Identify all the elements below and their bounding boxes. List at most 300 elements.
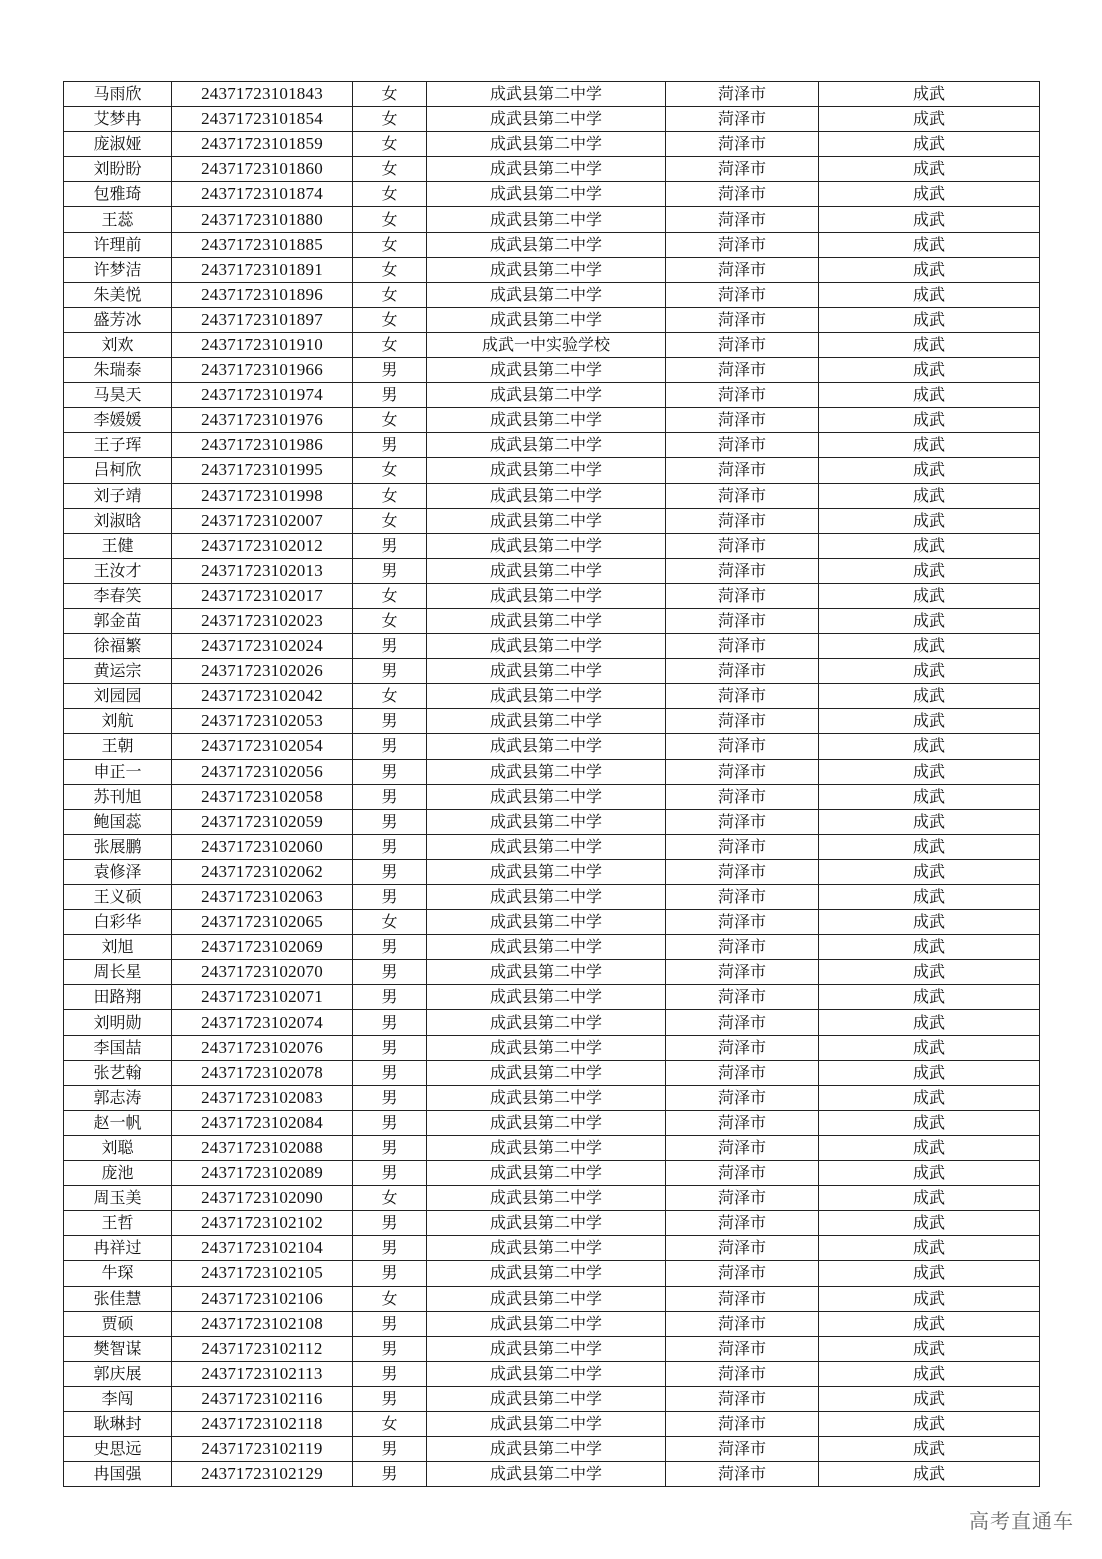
student-name-cell: 马昊天	[64, 383, 172, 408]
city-cell: 菏泽市	[666, 558, 819, 583]
school-name-cell: 成武县第二中学	[427, 659, 666, 684]
city-cell: 菏泽市	[666, 608, 819, 633]
student-name-cell: 刘盼盼	[64, 157, 172, 182]
city-cell: 菏泽市	[666, 885, 819, 910]
student-name-cell: 刘旭	[64, 935, 172, 960]
gender-cell: 男	[353, 784, 427, 809]
county-cell: 成武	[819, 809, 1040, 834]
gender-cell: 男	[353, 358, 427, 383]
table-row	[64, 358, 1040, 383]
student-name-cell: 刘子靖	[64, 483, 172, 508]
school-name-cell: 成武县第二中学	[427, 1336, 666, 1361]
student-name-cell: 李国喆	[64, 1035, 172, 1060]
student-name-cell: 庞池	[64, 1161, 172, 1186]
gender-cell: 男	[353, 533, 427, 558]
gender-cell: 男	[353, 1110, 427, 1135]
exam-number-cell: 24371723102007	[172, 508, 353, 533]
city-cell: 菏泽市	[666, 533, 819, 558]
exam-number-cell: 24371723102102	[172, 1211, 353, 1236]
school-name-cell: 成武县第二中学	[427, 232, 666, 257]
gender-cell: 女	[353, 82, 427, 107]
city-cell: 菏泽市	[666, 1386, 819, 1411]
exam-number-cell: 24371723101885	[172, 232, 353, 257]
student-name-cell: 包雅琦	[64, 182, 172, 207]
school-name-cell: 成武县第二中学	[427, 1311, 666, 1336]
school-name-cell: 成武县第二中学	[427, 1411, 666, 1436]
student-name-cell: 张佳慧	[64, 1286, 172, 1311]
city-cell: 菏泽市	[666, 1336, 819, 1361]
gender-cell: 女	[353, 583, 427, 608]
school-name-cell: 成武县第二中学	[427, 1035, 666, 1060]
gender-cell: 女	[353, 157, 427, 182]
county-cell: 成武	[819, 608, 1040, 633]
gender-cell: 女	[353, 458, 427, 483]
student-name-cell: 王汝才	[64, 558, 172, 583]
student-name-cell: 吕柯欣	[64, 458, 172, 483]
gender-cell: 男	[353, 1085, 427, 1110]
exam-number-cell: 24371723101896	[172, 282, 353, 307]
table-row	[64, 533, 1040, 558]
student-name-cell: 周长星	[64, 960, 172, 985]
school-name-cell: 成武县第二中学	[427, 809, 666, 834]
student-name-cell: 王子珲	[64, 433, 172, 458]
county-cell: 成武	[819, 232, 1040, 257]
student-name-cell: 鲍国蕊	[64, 809, 172, 834]
gender-cell: 男	[353, 834, 427, 859]
table-row	[64, 784, 1040, 809]
gender-cell: 男	[353, 935, 427, 960]
table-row	[64, 157, 1040, 182]
gender-cell: 男	[353, 885, 427, 910]
city-cell: 菏泽市	[666, 784, 819, 809]
school-name-cell: 成武县第二中学	[427, 307, 666, 332]
county-cell: 成武	[819, 107, 1040, 132]
county-cell: 成武	[819, 784, 1040, 809]
school-name-cell: 成武县第二中学	[427, 634, 666, 659]
gender-cell: 男	[353, 1336, 427, 1361]
school-name-cell: 成武县第二中学	[427, 608, 666, 633]
school-name-cell: 成武一中实验学校	[427, 332, 666, 357]
school-name-cell: 成武县第二中学	[427, 1211, 666, 1236]
city-cell: 菏泽市	[666, 960, 819, 985]
city-cell: 菏泽市	[666, 1186, 819, 1211]
school-name-cell: 成武县第二中学	[427, 82, 666, 107]
city-cell: 菏泽市	[666, 1437, 819, 1462]
school-name-cell: 成武县第二中学	[427, 1060, 666, 1085]
student-name-cell: 袁修泽	[64, 859, 172, 884]
exam-number-cell: 24371723102090	[172, 1186, 353, 1211]
student-name-cell: 王哲	[64, 1211, 172, 1236]
gender-cell: 女	[353, 910, 427, 935]
city-cell: 菏泽市	[666, 458, 819, 483]
county-cell: 成武	[819, 1336, 1040, 1361]
county-cell: 成武	[819, 458, 1040, 483]
table-row	[64, 232, 1040, 257]
school-name-cell: 成武县第二中学	[427, 583, 666, 608]
table-row	[64, 508, 1040, 533]
exam-number-cell: 24371723101995	[172, 458, 353, 483]
city-cell: 菏泽市	[666, 759, 819, 784]
county-cell: 成武	[819, 483, 1040, 508]
county-cell: 成武	[819, 684, 1040, 709]
student-name-cell: 朱美悦	[64, 282, 172, 307]
gender-cell: 女	[353, 282, 427, 307]
table-row	[64, 684, 1040, 709]
county-cell: 成武	[819, 834, 1040, 859]
exam-number-cell: 24371723101974	[172, 383, 353, 408]
table-row	[64, 1110, 1040, 1135]
student-name-cell: 刘航	[64, 709, 172, 734]
exam-number-cell: 24371723102083	[172, 1085, 353, 1110]
county-cell: 成武	[819, 182, 1040, 207]
school-name-cell: 成武县第二中学	[427, 1010, 666, 1035]
school-name-cell: 成武县第二中学	[427, 1286, 666, 1311]
gender-cell: 女	[353, 684, 427, 709]
roster-body	[64, 82, 1040, 1487]
student-name-cell: 王义硕	[64, 885, 172, 910]
table-row	[64, 759, 1040, 784]
exam-number-cell: 24371723101986	[172, 433, 353, 458]
table-row	[64, 1261, 1040, 1286]
gender-cell: 女	[353, 257, 427, 282]
exam-number-cell: 24371723102089	[172, 1161, 353, 1186]
school-name-cell: 成武县第二中学	[427, 132, 666, 157]
exam-number-cell: 24371723102112	[172, 1336, 353, 1361]
table-row	[64, 1161, 1040, 1186]
gender-cell: 男	[353, 1261, 427, 1286]
exam-number-cell: 24371723101897	[172, 307, 353, 332]
county-cell: 成武	[819, 1085, 1040, 1110]
city-cell: 菏泽市	[666, 508, 819, 533]
school-name-cell: 成武县第二中学	[427, 383, 666, 408]
student-name-cell: 赵一帆	[64, 1110, 172, 1135]
school-name-cell: 成武县第二中学	[427, 1110, 666, 1135]
exam-number-cell: 24371723102076	[172, 1035, 353, 1060]
exam-number-cell: 24371723102116	[172, 1386, 353, 1411]
county-cell: 成武	[819, 408, 1040, 433]
gender-cell: 男	[353, 1462, 427, 1487]
exam-number-cell: 24371723101860	[172, 157, 353, 182]
school-name-cell: 成武县第二中学	[427, 558, 666, 583]
student-name-cell: 王朝	[64, 734, 172, 759]
table-row	[64, 257, 1040, 282]
county-cell: 成武	[819, 1411, 1040, 1436]
school-name-cell: 成武县第二中学	[427, 1236, 666, 1261]
gender-cell: 男	[353, 709, 427, 734]
city-cell: 菏泽市	[666, 307, 819, 332]
school-name-cell: 成武县第二中学	[427, 257, 666, 282]
exam-number-cell: 24371723102053	[172, 709, 353, 734]
table-row	[64, 910, 1040, 935]
table-row	[64, 1437, 1040, 1462]
county-cell: 成武	[819, 634, 1040, 659]
gender-cell: 女	[353, 1186, 427, 1211]
school-name-cell: 成武县第二中学	[427, 1437, 666, 1462]
table-row	[64, 734, 1040, 759]
gender-cell: 男	[353, 634, 427, 659]
city-cell: 菏泽市	[666, 634, 819, 659]
city-cell: 菏泽市	[666, 82, 819, 107]
exam-number-cell: 24371723102059	[172, 809, 353, 834]
county-cell: 成武	[819, 1110, 1040, 1135]
gender-cell: 男	[353, 433, 427, 458]
city-cell: 菏泽市	[666, 809, 819, 834]
county-cell: 成武	[819, 734, 1040, 759]
student-name-cell: 郭庆展	[64, 1361, 172, 1386]
gender-cell: 男	[353, 558, 427, 583]
county-cell: 成武	[819, 1010, 1040, 1035]
table-row	[64, 483, 1040, 508]
school-name-cell: 成武县第二中学	[427, 1161, 666, 1186]
gender-cell: 女	[353, 332, 427, 357]
city-cell: 菏泽市	[666, 107, 819, 132]
county-cell: 成武	[819, 1060, 1040, 1085]
student-name-cell: 庞淑娅	[64, 132, 172, 157]
gender-cell: 女	[353, 408, 427, 433]
city-cell: 菏泽市	[666, 1110, 819, 1135]
student-name-cell: 刘园园	[64, 684, 172, 709]
county-cell: 成武	[819, 1236, 1040, 1261]
exam-number-cell: 24371723102063	[172, 885, 353, 910]
school-name-cell: 成武县第二中学	[427, 1261, 666, 1286]
school-name-cell: 成武县第二中学	[427, 885, 666, 910]
city-cell: 菏泽市	[666, 1462, 819, 1487]
table-row	[64, 433, 1040, 458]
county-cell: 成武	[819, 935, 1040, 960]
table-row	[64, 332, 1040, 357]
city-cell: 菏泽市	[666, 408, 819, 433]
exam-number-cell: 24371723102042	[172, 684, 353, 709]
table-row	[64, 935, 1040, 960]
city-cell: 菏泽市	[666, 1411, 819, 1436]
city-cell: 菏泽市	[666, 383, 819, 408]
student-name-cell: 盛芳冰	[64, 307, 172, 332]
city-cell: 菏泽市	[666, 207, 819, 232]
city-cell: 菏泽市	[666, 1286, 819, 1311]
gender-cell: 男	[353, 1161, 427, 1186]
county-cell: 成武	[819, 307, 1040, 332]
city-cell: 菏泽市	[666, 433, 819, 458]
city-cell: 菏泽市	[666, 483, 819, 508]
county-cell: 成武	[819, 659, 1040, 684]
county-cell: 成武	[819, 885, 1040, 910]
student-name-cell: 张展鹏	[64, 834, 172, 859]
county-cell: 成武	[819, 207, 1040, 232]
student-name-cell: 冉祥过	[64, 1236, 172, 1261]
school-name-cell: 成武县第二中学	[427, 960, 666, 985]
student-name-cell: 史思远	[64, 1437, 172, 1462]
county-cell: 成武	[819, 157, 1040, 182]
exam-number-cell: 24371723102119	[172, 1437, 353, 1462]
county-cell: 成武	[819, 910, 1040, 935]
city-cell: 菏泽市	[666, 834, 819, 859]
city-cell: 菏泽市	[666, 182, 819, 207]
city-cell: 菏泽市	[666, 1010, 819, 1035]
school-name-cell: 成武县第二中学	[427, 157, 666, 182]
exam-number-cell: 24371723101998	[172, 483, 353, 508]
exam-number-cell: 24371723101859	[172, 132, 353, 157]
exam-number-cell: 24371723102065	[172, 910, 353, 935]
exam-number-cell: 24371723102070	[172, 960, 353, 985]
exam-number-cell: 24371723102113	[172, 1361, 353, 1386]
city-cell: 菏泽市	[666, 1161, 819, 1186]
table-row	[64, 132, 1040, 157]
school-name-cell: 成武县第二中学	[427, 734, 666, 759]
gender-cell: 女	[353, 207, 427, 232]
table-row	[64, 282, 1040, 307]
exam-number-cell: 24371723102024	[172, 634, 353, 659]
city-cell: 菏泽市	[666, 332, 819, 357]
school-name-cell: 成武县第二中学	[427, 458, 666, 483]
table-row	[64, 1411, 1040, 1436]
exam-number-cell: 24371723102118	[172, 1411, 353, 1436]
student-name-cell: 张艺翰	[64, 1060, 172, 1085]
student-name-cell: 黄运宗	[64, 659, 172, 684]
table-row	[64, 583, 1040, 608]
city-cell: 菏泽市	[666, 1135, 819, 1160]
gender-cell: 男	[353, 1361, 427, 1386]
county-cell: 成武	[819, 985, 1040, 1010]
watermark-text: 高考直通车	[969, 1509, 1074, 1533]
student-name-cell: 白彩华	[64, 910, 172, 935]
exam-number-cell: 24371723102023	[172, 608, 353, 633]
school-name-cell: 成武县第二中学	[427, 935, 666, 960]
gender-cell: 男	[353, 383, 427, 408]
gender-cell: 男	[353, 1211, 427, 1236]
school-name-cell: 成武县第二中学	[427, 784, 666, 809]
student-name-cell: 许理前	[64, 232, 172, 257]
city-cell: 菏泽市	[666, 1085, 819, 1110]
student-name-cell: 李媛媛	[64, 408, 172, 433]
gender-cell: 男	[353, 1437, 427, 1462]
gender-cell: 女	[353, 508, 427, 533]
table-row	[64, 107, 1040, 132]
exam-number-cell: 24371723102062	[172, 859, 353, 884]
gender-cell: 男	[353, 960, 427, 985]
exam-number-cell: 24371723101891	[172, 257, 353, 282]
school-name-cell: 成武县第二中学	[427, 1462, 666, 1487]
school-name-cell: 成武县第二中学	[427, 433, 666, 458]
city-cell: 菏泽市	[666, 1311, 819, 1336]
table-row	[64, 608, 1040, 633]
city-cell: 菏泽市	[666, 132, 819, 157]
county-cell: 成武	[819, 1361, 1040, 1386]
table-row	[64, 985, 1040, 1010]
table-row	[64, 1211, 1040, 1236]
table-row	[64, 1336, 1040, 1361]
city-cell: 菏泽市	[666, 157, 819, 182]
exam-number-cell: 24371723102054	[172, 734, 353, 759]
table-row	[64, 1035, 1040, 1060]
gender-cell: 男	[353, 985, 427, 1010]
gender-cell: 男	[353, 1010, 427, 1035]
school-name-cell: 成武县第二中学	[427, 358, 666, 383]
city-cell: 菏泽市	[666, 1060, 819, 1085]
table-row	[64, 207, 1040, 232]
county-cell: 成武	[819, 1462, 1040, 1487]
gender-cell: 男	[353, 859, 427, 884]
table-row	[64, 960, 1040, 985]
exam-number-cell: 24371723102058	[172, 784, 353, 809]
school-name-cell: 成武县第二中学	[427, 107, 666, 132]
exam-number-cell: 24371723101880	[172, 207, 353, 232]
table-row	[64, 1462, 1040, 1487]
student-name-cell: 郭金苗	[64, 608, 172, 633]
table-row	[64, 182, 1040, 207]
county-cell: 成武	[819, 960, 1040, 985]
school-name-cell: 成武县第二中学	[427, 684, 666, 709]
school-name-cell: 成武县第二中学	[427, 483, 666, 508]
student-name-cell: 王蕊	[64, 207, 172, 232]
city-cell: 菏泽市	[666, 659, 819, 684]
table-row	[64, 383, 1040, 408]
county-cell: 成武	[819, 132, 1040, 157]
table-row	[64, 558, 1040, 583]
student-name-cell: 马雨欣	[64, 82, 172, 107]
city-cell: 菏泽市	[666, 583, 819, 608]
student-name-cell: 贾硕	[64, 1311, 172, 1336]
school-name-cell: 成武县第二中学	[427, 1085, 666, 1110]
school-name-cell: 成武县第二中学	[427, 759, 666, 784]
county-cell: 成武	[819, 1286, 1040, 1311]
table-row	[64, 809, 1040, 834]
gender-cell: 男	[353, 659, 427, 684]
county-cell: 成武	[819, 759, 1040, 784]
school-name-cell: 成武县第二中学	[427, 207, 666, 232]
student-name-cell: 李闯	[64, 1386, 172, 1411]
city-cell: 菏泽市	[666, 232, 819, 257]
school-name-cell: 成武县第二中学	[427, 1186, 666, 1211]
city-cell: 菏泽市	[666, 358, 819, 383]
table-row	[64, 834, 1040, 859]
student-name-cell: 周玉美	[64, 1186, 172, 1211]
exam-number-cell: 24371723102071	[172, 985, 353, 1010]
city-cell: 菏泽市	[666, 734, 819, 759]
student-name-cell: 刘淑晗	[64, 508, 172, 533]
county-cell: 成武	[819, 583, 1040, 608]
exam-number-cell: 24371723101843	[172, 82, 353, 107]
student-name-cell: 艾梦冉	[64, 107, 172, 132]
table-row	[64, 458, 1040, 483]
city-cell: 菏泽市	[666, 910, 819, 935]
student-name-cell: 耿琳封	[64, 1411, 172, 1436]
table-row	[64, 885, 1040, 910]
table-row	[64, 1085, 1040, 1110]
table-row	[64, 659, 1040, 684]
city-cell: 菏泽市	[666, 859, 819, 884]
table-row	[64, 1236, 1040, 1261]
city-cell: 菏泽市	[666, 1035, 819, 1060]
table-row	[64, 1186, 1040, 1211]
student-name-cell: 王健	[64, 533, 172, 558]
student-name-cell: 刘欢	[64, 332, 172, 357]
exam-number-cell: 24371723102069	[172, 935, 353, 960]
exam-number-cell: 24371723102026	[172, 659, 353, 684]
school-name-cell: 成武县第二中学	[427, 1361, 666, 1386]
city-cell: 菏泽市	[666, 709, 819, 734]
table-row	[64, 408, 1040, 433]
student-name-cell: 苏刊旭	[64, 784, 172, 809]
school-name-cell: 成武县第二中学	[427, 1135, 666, 1160]
table-row	[64, 1361, 1040, 1386]
county-cell: 成武	[819, 1437, 1040, 1462]
gender-cell: 女	[353, 182, 427, 207]
gender-cell: 男	[353, 1311, 427, 1336]
school-name-cell: 成武县第二中学	[427, 533, 666, 558]
student-name-cell: 朱瑞泰	[64, 358, 172, 383]
exam-number-cell: 24371723102056	[172, 759, 353, 784]
gender-cell: 男	[353, 1135, 427, 1160]
